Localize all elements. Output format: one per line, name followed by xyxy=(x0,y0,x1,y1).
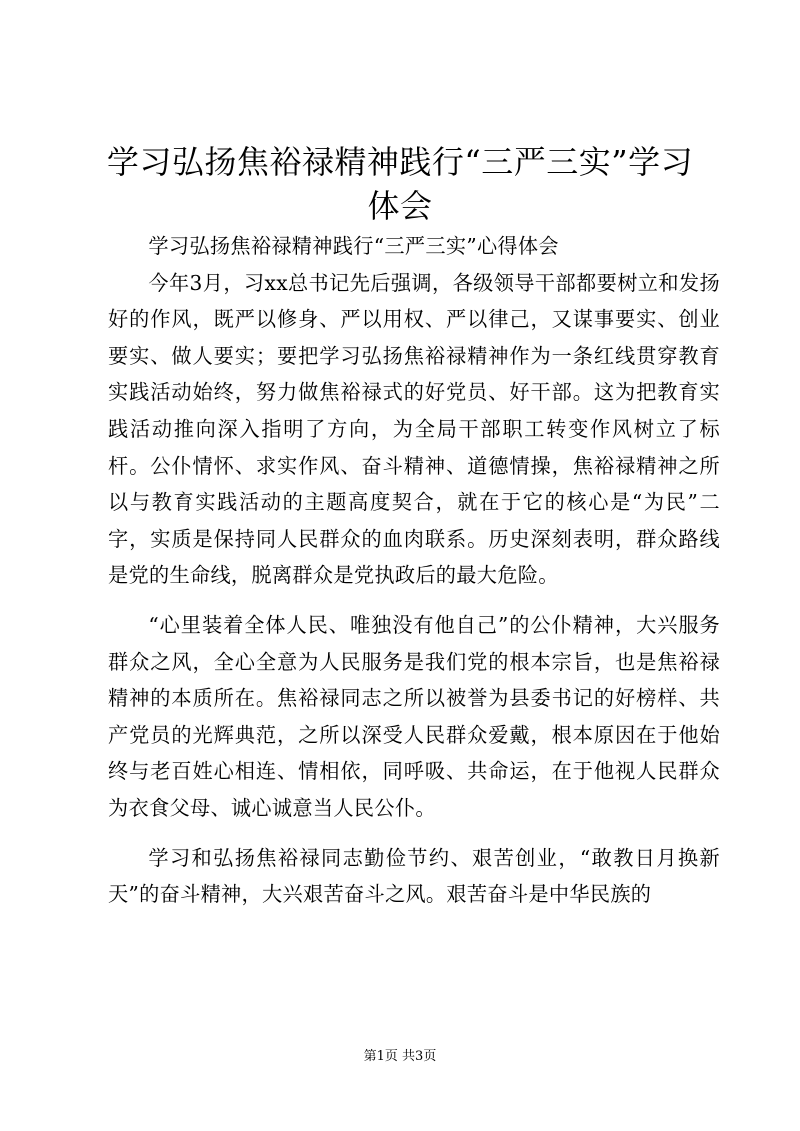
document-body xyxy=(108,228,720,913)
paragraph-1: 今年3月，习xx总书记先后强调，各级领导干部都要树立和发扬好的作风，既严以修身、严以用权、严以律己，又谋事要实、创业要实、做人要实；要把学习弘扬焦裕禄精神作为一条红线贯穿教育实践活动始终，努力做焦裕禄式的好党员、好干部。这为把教育实践活动推向深入指明了方向，为全局干部职工转变作风树立了标杆。公仆情怀、求实作风、奋斗精神、道德情操，焦裕禄精神之所以与教育实践活动的主题高度契合，就在于它的核心是“为民”二字，实质是保持同人民群众的血肉联系。历史深刻表明，群众路线是党的生命线，脱离群众是党执政后的最大危险。 xyxy=(108,270,720,588)
paragraph-2: “心里装着全体人民、唯独没有他自己”的公仆精神，大兴服务群众之风，全心全意为人民服务是我们党的根本宗旨，也是焦裕禄精神的本质所在。焦裕禄同志之所以被誉为县委书记的好榜样、共产党员的光辉典范，之所以深受人民群众爱戴，根本原因在于他始终与老百姓心相连、情相依，同呼吸、共命运，在于他视人民群众为衣食父母、诚心诚意当人民公仆。 xyxy=(108,612,720,820)
paragraph-subtitle: 学习弘扬焦裕禄精神践行“三严三实”心得体会 xyxy=(148,234,559,258)
paragraph-3: 学习和弘扬焦裕禄同志勤俭节约、艰苦创业，“敢教日月换新天”的奋斗精神，大兴艰苦奋斗之风。艰苦奋斗是中华民族的 xyxy=(108,845,720,907)
document-title: 学习弘扬焦裕禄精神践行“三严三实”学习体会 xyxy=(106,143,694,225)
page-number-footer: 第1页 共3页 xyxy=(363,1049,437,1064)
